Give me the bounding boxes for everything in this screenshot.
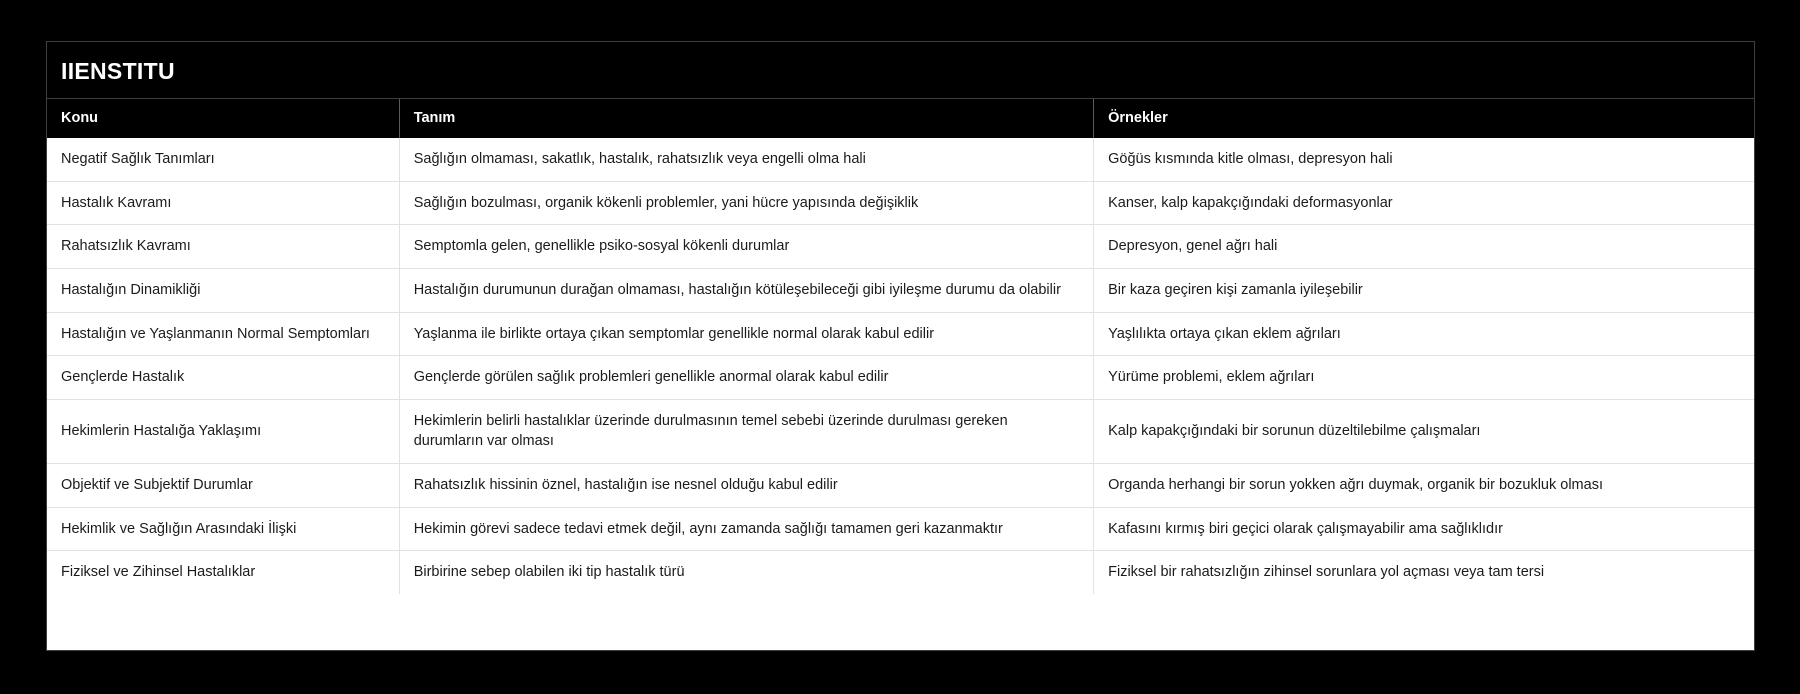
column-header-tanim[interactable]: Tanım [399,99,1093,138]
cell-tanim: Rahatsızlık hissinin öznel, hastalığın ise nesnel olduğu kabul edilir [399,463,1093,507]
cell-konu: Hastalık Kavramı [47,181,399,225]
cell-ornekler: Kafasını kırmış biri geçici olarak çalışmayabilir ama sağlıklıdır [1094,507,1754,551]
cell-konu: Fiziksel ve Zihinsel Hastalıklar [47,551,399,594]
table-header-row [47,99,1754,138]
cell-konu: Negatif Sağlık Tanımları [47,138,399,181]
cell-ornekler: Kalp kapakçığındaki bir sorunun düzeltilebilme çalışmaları [1094,399,1754,463]
table-header [47,99,1754,138]
table-body [47,138,1754,593]
table-row [47,399,1754,463]
cell-ornekler: Yürüme problemi, eklem ağrıları [1094,356,1754,400]
cell-konu: Hekimlerin Hastalığa Yaklaşımı [47,399,399,463]
table-row [47,181,1754,225]
cell-tanim: Sağlığın bozulması, organik kökenli problemler, yani hücre yapısında değişiklik [399,181,1093,225]
table-row [47,356,1754,400]
cell-tanim: Hastalığın durumunun durağan olmaması, hastalığın kötüleşebileceği gibi iyileşme durumu da olabilir [399,269,1093,313]
table-row [47,551,1754,594]
table-row [47,463,1754,507]
cell-tanim: Semptomla gelen, genellikle psiko-sosyal kökenli durumlar [399,225,1093,269]
cell-ornekler: Organda herhangi bir sorun yokken ağrı duymak, organik bir bozukluk olması [1094,463,1754,507]
brand-bar [47,42,1754,99]
table-row [47,138,1754,181]
cell-tanim: Sağlığın olmaması, sakatlık, hastalık, rahatsızlık veya engelli olma hali [399,138,1093,181]
table-row [47,507,1754,551]
cell-ornekler: Yaşlılıkta ortaya çıkan eklem ağrıları [1094,312,1754,356]
cell-konu: Hastalığın ve Yaşlanmanın Normal Semptomları [47,312,399,356]
cell-konu: Hastalığın Dinamikliği [47,269,399,313]
cell-tanim: Birbirine sebep olabilen iki tip hastalık türü [399,551,1093,594]
table-container [47,99,1754,650]
cell-tanim: Hekimlerin belirli hastalıklar üzerinde durulmasının temel sebebi üzerinde durulması gereken durumların var olması [399,399,1093,463]
content-card [46,41,1755,651]
table-row [47,269,1754,313]
cell-konu: Objektif ve Subjektif Durumlar [47,463,399,507]
cell-tanim: Gençlerde görülen sağlık problemleri genellikle anormal olarak kabul edilir [399,356,1093,400]
cell-ornekler: Göğüs kısmında kitle olması, depresyon hali [1094,138,1754,181]
cell-ornekler: Fiziksel bir rahatsızlığın zihinsel sorunlara yol açması veya tam tersi [1108,564,1545,581]
cell-ornekler: Kanser, kalp kapakçığındaki deformasyonlar [1094,181,1754,225]
table-row [47,312,1754,356]
table-row [47,225,1754,269]
cell-tanim: Hekimin görevi sadece tedavi etmek değil, aynı zamanda sağlığı tamamen geri kazanmaktır [399,507,1093,551]
column-header-ornekler[interactable]: Örnekler [1094,99,1754,138]
concepts-table [47,99,1754,593]
cell-ornekler: Depresyon, genel ağrı hali [1094,225,1754,269]
cell-konu: Rahatsızlık Kavramı [47,225,399,269]
cell-ornekler: Bir kaza geçiren kişi zamanla iyileşebilir [1094,269,1754,313]
column-header-konu[interactable]: Konu [47,99,399,138]
cell-konu: Hekimlik ve Sağlığın Arasındaki İlişki [47,507,399,551]
cell-tanim: Yaşlanma ile birlikte ortaya çıkan semptomlar genellikle normal olarak kabul edilir [399,312,1093,356]
brand-title: IIENSTITU [61,58,175,84]
cell-konu: Gençlerde Hastalık [47,356,399,400]
